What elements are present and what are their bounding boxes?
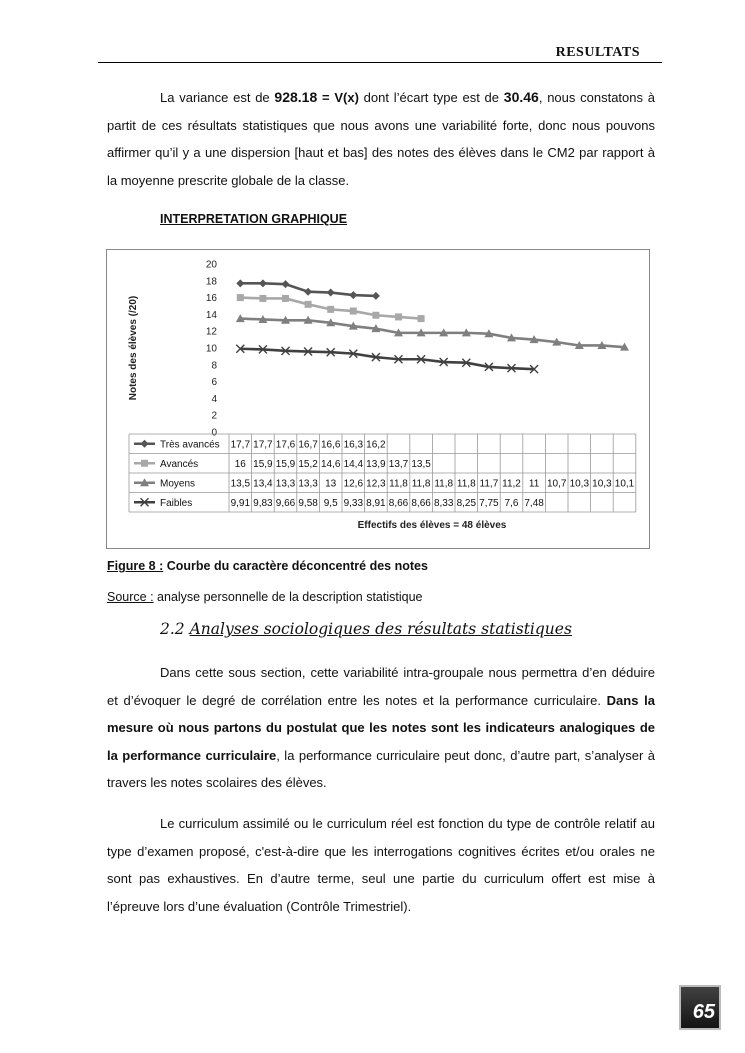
- y-tick-label: 10: [205, 343, 217, 355]
- header-rule: [98, 62, 662, 63]
- p1-rest: , nous constatons à partit de ces résultats statistiques que nous avons une variabilité forte, donc nous pouvons affirmer qu’il y a une dispersion [haut et bas] des notes des élèves dans le CM2 par rapport à la moyenne prescrite globale de la classe.: [107, 90, 655, 188]
- data-label: 14,6: [320, 458, 341, 470]
- diamond-marker: [236, 279, 244, 287]
- p2-pre: Dans cette sous section, cette variabilité intra-groupale nous permettra d’en déduire et d’évoquer le degré de corrélation entre les notes et la performance curriculaire.: [107, 665, 655, 708]
- data-label: 9,66: [275, 497, 296, 509]
- data-label: 17,6: [275, 439, 296, 451]
- data-label: 12,6: [343, 478, 364, 490]
- data-label: 7,48: [524, 497, 544, 509]
- data-label: 10,7: [546, 478, 567, 490]
- interpretation-heading: INTERPRETATION GRAPHIQUE: [160, 212, 348, 226]
- data-label: 16,3: [343, 439, 364, 451]
- diamond-marker: [372, 292, 380, 300]
- data-label: 9,83: [253, 497, 273, 509]
- paragraph-curriculum: [107, 810, 655, 920]
- data-label: 7,6: [504, 497, 519, 509]
- data-label: 14,4: [343, 458, 364, 470]
- y-axis-title: Notes des élèves (/20): [128, 295, 139, 401]
- legend-square-icon: [141, 460, 148, 467]
- section-title-text: Analyses sociologiques des résultats statistiques: [189, 620, 572, 638]
- y-tick-label: 18: [205, 276, 217, 288]
- variance-value: 928.18: [274, 89, 318, 105]
- y-tick-label: 14: [205, 309, 217, 321]
- page-number-badge: [679, 985, 721, 1030]
- data-label: 15,9: [253, 458, 273, 470]
- legend-label: Avancés: [160, 458, 199, 470]
- diamond-marker: [259, 279, 267, 287]
- square-marker: [305, 301, 312, 308]
- data-label: 16: [234, 458, 246, 470]
- data-label: 8,66: [411, 497, 431, 509]
- page-number: 65: [692, 1001, 715, 1023]
- x-axis-title: Effectifs des élèves = 48 élèves: [357, 520, 507, 531]
- square-marker: [237, 294, 244, 301]
- chart-frame: [106, 249, 650, 549]
- y-tick-label: 16: [205, 293, 217, 305]
- data-label: 16,6: [320, 439, 341, 451]
- data-label: 9,91: [230, 497, 251, 509]
- y-tick-label: 4: [211, 393, 217, 405]
- section-heading: [160, 620, 572, 638]
- data-label: 7,75: [479, 497, 499, 509]
- data-label: 13,3: [298, 478, 318, 490]
- data-label: 11,8: [389, 478, 408, 490]
- data-label: 15,9: [275, 458, 296, 470]
- square-marker: [350, 308, 357, 315]
- p2-post: , la performance curriculaire peut donc, d’autre part, s’analyser à travers les notes scolaires des élèves.: [107, 747, 655, 790]
- data-label: 11,8: [456, 478, 476, 490]
- data-label: 11,8: [411, 478, 431, 490]
- diamond-marker: [349, 291, 357, 299]
- line-chart: [107, 250, 649, 548]
- legend-label: Moyens: [160, 478, 196, 490]
- source-line: [107, 590, 422, 604]
- y-tick-label: 8: [211, 360, 217, 372]
- data-label: 12,3: [366, 478, 386, 490]
- section-number: 2.2: [160, 620, 190, 638]
- diamond-marker: [327, 289, 335, 297]
- data-label: 10,1: [614, 478, 635, 490]
- data-label: 8,66: [388, 497, 409, 509]
- paragraph-correlation: [107, 659, 655, 797]
- y-tick-label: 2: [211, 410, 217, 422]
- square-marker: [418, 315, 425, 322]
- data-label: 9,5: [323, 497, 338, 509]
- figure-text: Courbe du caractère déconcentré des notes: [163, 559, 428, 573]
- square-marker: [282, 295, 289, 302]
- y-tick-label: 0: [211, 427, 217, 439]
- data-label: 13,3: [275, 478, 296, 490]
- p3-text: Le curriculum assimilé ou le curriculum réel est fonction du type de contrôle relatif au type d’examen proposé, c'est-à-dire que les interrogations cognitives écrites et/ou orales ne sont pas exhaustives. En d’autre terme, seul une partie du curriculum offert est mise à l’épreuve lors d’une évaluation (Contrôle Trimestriel).: [107, 816, 655, 914]
- diamond-marker: [304, 288, 312, 296]
- p2-bold: Dans la mesure où nous partons du postulat que les notes sont les indicateurs analogiques de la performance curriculaire: [107, 692, 655, 763]
- square-marker: [372, 312, 379, 319]
- legend-label: Très avancés: [160, 439, 220, 451]
- data-label: 10,3: [592, 478, 612, 490]
- source-text: analyse personnelle de la description statistique: [153, 590, 423, 604]
- data-label: 13,9: [366, 458, 386, 470]
- data-label: 16,2: [366, 439, 386, 451]
- data-label: 11,7: [479, 478, 499, 490]
- y-tick-label: 20: [205, 259, 217, 271]
- data-label: 13: [325, 478, 337, 490]
- legend-diamond-icon: [141, 440, 149, 448]
- data-label: 13,5: [230, 478, 251, 490]
- square-marker: [259, 295, 266, 302]
- data-label: 9,33: [343, 497, 364, 509]
- data-label: 11: [528, 478, 540, 490]
- square-marker: [327, 306, 334, 313]
- data-label: 13,5: [411, 458, 431, 470]
- square-marker: [395, 313, 402, 320]
- data-label: 11,2: [502, 478, 521, 490]
- data-label: 8,91: [366, 497, 386, 509]
- data-label: 11,8: [434, 478, 454, 490]
- page-header-title: RESULTATS: [555, 45, 640, 60]
- data-label: 13,4: [253, 478, 273, 490]
- legend-label: Faibles: [160, 497, 193, 509]
- paragraph-variance: [107, 84, 655, 194]
- variance-notation: = V(x): [317, 90, 359, 105]
- data-label: 8,33: [433, 497, 454, 509]
- y-tick-label: 6: [211, 377, 217, 389]
- diamond-marker: [282, 280, 290, 288]
- data-label: 10,3: [569, 478, 590, 490]
- series-line-triangle: [240, 319, 624, 348]
- y-tick-label: 12: [205, 326, 217, 338]
- data-label: 13,7: [388, 458, 409, 470]
- data-label: 8,25: [456, 497, 477, 509]
- source-label: Source :: [107, 590, 154, 604]
- p1-mid: dont l’écart type est de: [358, 90, 504, 105]
- data-label: 17,7: [230, 439, 251, 451]
- stddev-value: 30.46: [503, 89, 539, 105]
- p1-pre: La variance est de: [160, 90, 275, 105]
- figure-caption: [107, 559, 428, 573]
- data-label: 15,2: [298, 458, 318, 470]
- figure-label: Figure 8 :: [107, 559, 164, 573]
- data-label: 16,7: [298, 439, 318, 451]
- data-label: 17,7: [253, 439, 273, 451]
- data-label: 9,58: [298, 497, 318, 509]
